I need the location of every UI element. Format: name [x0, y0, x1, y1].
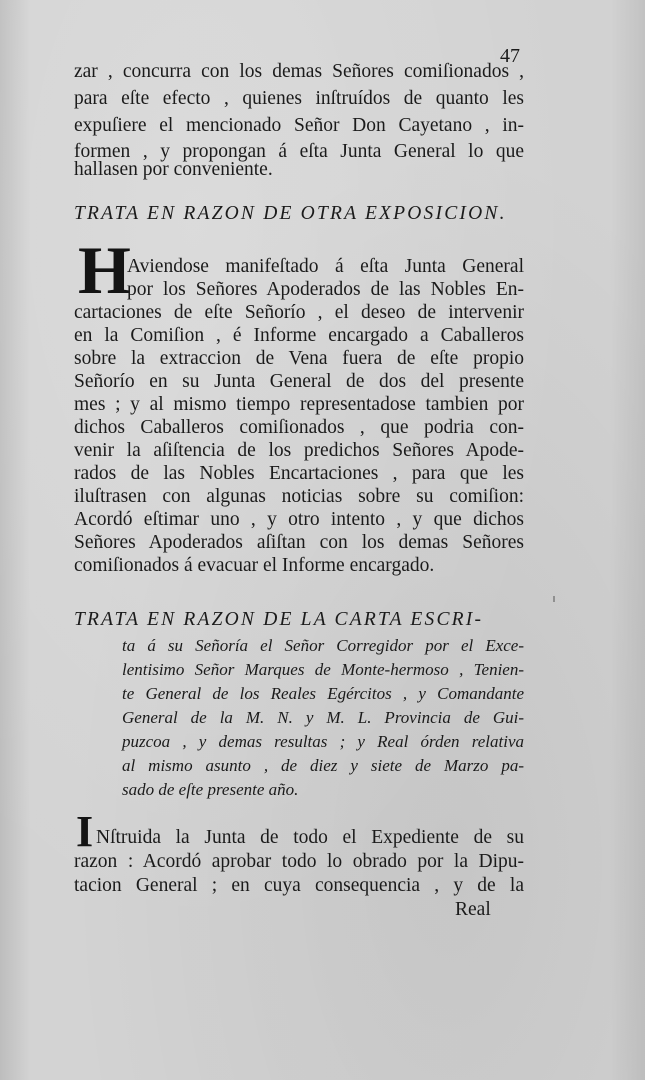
para1-line: por los Señores Apoderados de las Nobles En- — [127, 279, 524, 300]
section-heading-exposicion: TRATA EN RAZON DE OTRA EXPOSICION. — [74, 203, 507, 224]
para2-line: razon : Acordó aprobar todo lo obrado por la Dipu- — [74, 851, 524, 872]
para1-line: comiſionados á evacuar el Informe encargado. — [74, 555, 435, 576]
heading2-line: General de la M. N. y M. L. Provincia de Gui- — [122, 708, 524, 727]
intro-line: para eſte efecto , quienes inſtruídos de quanto les — [74, 88, 524, 109]
paper-speck — [553, 596, 555, 602]
para1-line: Acordó eſtimar uno , y otro intento , y que dichos — [74, 509, 524, 530]
para1-line: sobre la extraccion de Vena fuera de eſte propio — [74, 348, 524, 369]
heading2-line: puzcoa , y demas resultas ; y Real órden relativa — [122, 732, 524, 751]
para1-line: dichos Caballeros comiſionados , que podria con- — [74, 417, 524, 438]
para1-line: mes ; y al mismo tiempo representadose tambien por — [74, 394, 524, 415]
para1-line: rados de las Nobles Encartaciones , para que les — [74, 463, 524, 484]
para1-line: cartaciones de eſte Señorío , el deseo de intervenir — [74, 302, 524, 323]
heading2-line: lentisimo Señor Marques de Monte-hermoso , Tenien- — [122, 660, 524, 679]
intro-line: hallasen por conveniente. — [74, 159, 273, 180]
heading2-line: ta á su Señoría el Señor Corregidor por el Exce- — [122, 636, 524, 655]
para1-line: en la Comiſion , é Informe encargado a Caballeros — [74, 325, 524, 346]
heading2-line: sado de eſte presente año. — [122, 780, 299, 799]
drop-cap-i: I — [76, 807, 94, 856]
intro-line: expuſiere el mencionado Señor Don Cayetano , in- — [74, 115, 524, 136]
para1-line: venir la aſiſtencia de los predichos Señores Apode- — [74, 440, 524, 461]
intro-line: formen , y propongan á eſta Junta General lo que — [74, 141, 524, 162]
intro-line: zar , concurra con los demas Señores comiſionados , — [74, 61, 524, 82]
page-number: 47 — [500, 45, 520, 67]
catchword: Real — [455, 899, 491, 920]
heading2-line: al mismo asunto , de diez y siete de Marzo pa- — [122, 756, 524, 775]
para2-line: tacion General ; en cuya consequencia , y de la — [74, 875, 524, 896]
para2-line: Nſtruida la Junta de todo el Expediente de su — [96, 827, 524, 848]
para1-line: Señores Apoderados aſiſtan con los demas Señores — [74, 532, 524, 553]
heading2-line: te General de los Reales Egércitos , y Comandante — [122, 684, 524, 703]
para1-line: iluſtrasen con algunas noticias sobre su comiſion: — [74, 486, 524, 507]
para1-line: Aviendose manifeſtado á eſta Junta General — [127, 256, 524, 277]
drop-cap-h: H — [78, 232, 131, 308]
section-heading-carta: TRATA EN RAZON DE LA CARTA ESCRI- — [74, 609, 484, 630]
para1-line: Señorío en su Junta General de dos del presente — [74, 371, 524, 392]
